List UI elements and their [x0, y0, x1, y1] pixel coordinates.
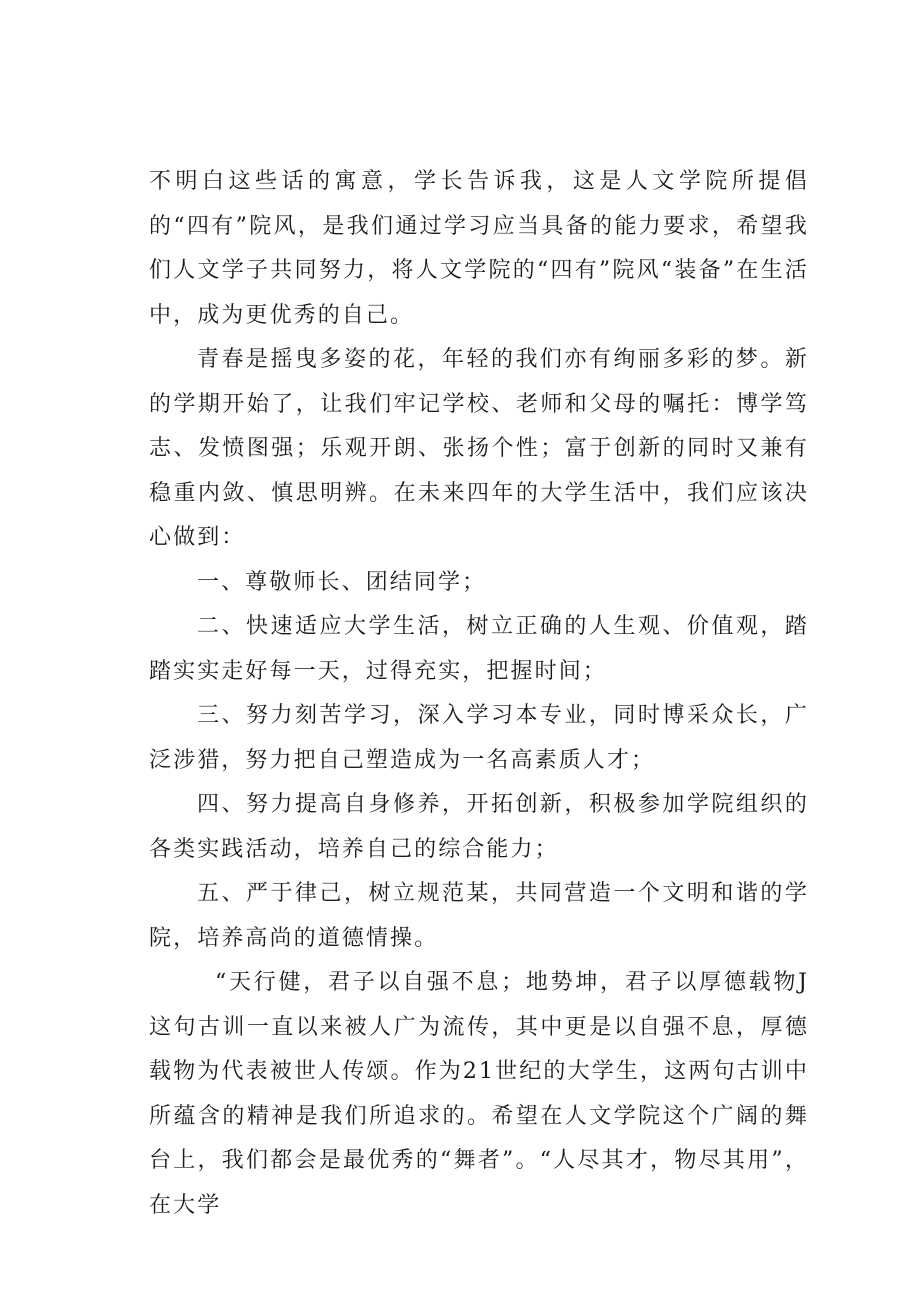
paragraph-youth: 青春是摇曳多姿的花，年轻的我们亦有绚丽多彩的梦。新的学期开始了，让我们牢记学校、老师和父母的嘱托：博学笃志、发愤图强；乐观开朗、张扬个性；富于创新的同时又兼有稳重内敛、慎思明辨。在未来四年的大学生活中，我们应该决心做到：: [149, 347, 809, 550]
list-item-5: 五、严于律己，树立规范某，共同营造一个文明和谐的学院，培养高尚的道德情操。: [149, 881, 809, 951]
paragraph-motto: “天行健，君子以自强不息；地势坤，君子以厚德载物J这句古训一直以来被人广为流传，其中更是以自强不息，厚德载物为代表被世人传颂。作为21世纪的大学生，这两句古训中所蕴含的精神是我们所追求的。希望在人文学院这个广阔的舞台上，我们都会是最优秀的“舞者”。“人尽其才，物尽其用”，在大学: [149, 970, 809, 1218]
list-item-2: 二、快速适应大学生活，树立正确的人生观、价值观，踏踏实实走好每一天，过得充实，把握时间；: [149, 614, 809, 684]
list-item-4: 四、努力提高自身修养，开拓创新，积极参加学院组织的各类实践活动，培养自己的综合能力；: [149, 792, 809, 862]
document-body: [149, 160, 809, 1228]
list-item-3: 三、努力刻苦学习，深入学习本专业，同时博采众长，广泛涉猎，努力把自己塑造成为一名高素质人才；: [149, 703, 809, 773]
list-item-1: 一、尊敬师长、团结同学；: [197, 569, 487, 595]
paragraph-continuation: 不明白这些话的寓意，学长告诉我，这是人文学院所提倡的“四有”院风，是我们通过学习应当具备的能力要求，希望我们人文学子共同努力，将人文学院的“四有”院风“装备”在生活中，成为更优秀的自己。: [149, 169, 809, 328]
